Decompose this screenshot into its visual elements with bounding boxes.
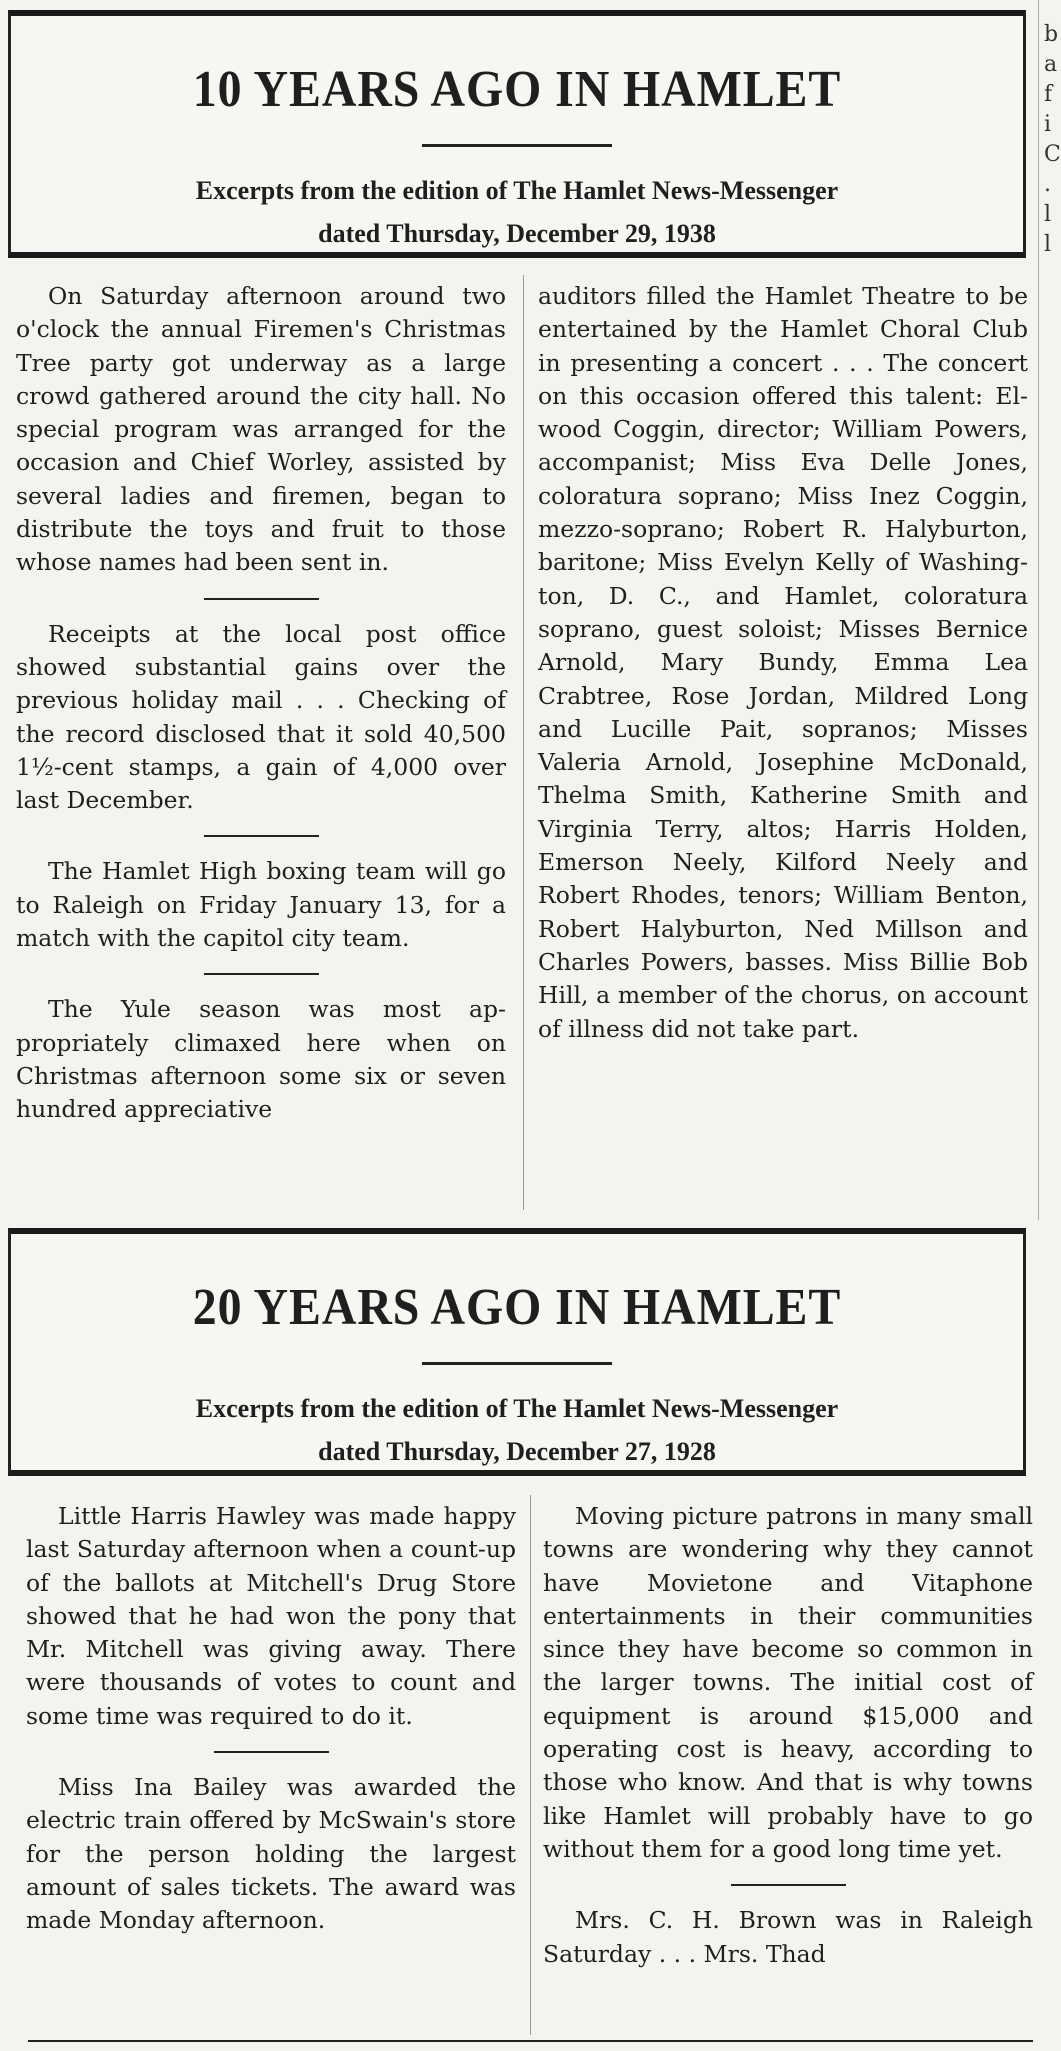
separator-rule [214,1751,329,1753]
column-divider [530,1495,531,2035]
paragraph-boxing-team: The Hamlet High boxing team will go to Raleigh on Friday January 13, for a match with the capitol city team. [16,857,506,953]
paragraph-electric-train: Miss Ina Bailey was awarded the electric train offered by McSwain's store for the person holding the largest amount of sales tickets. The award was made Monday afternoon. [26,1773,516,1935]
section-subtitle: Excerpts from the edition of The Hamlet News-Messenger [195,176,839,205]
column-10yr-right [538,280,1028,1046]
paragraph-choral-concert: auditors filled the Hamlet Theatre to be entertained by the Hamlet Choral Club in presenting a concert . . . The concert on this occasion offered this talent: Elwood Coggin, director; William Powers, accompanist; Miss Eva Delle Jones, coloratura soprano; Miss Inez Coggin, mezzo-soprano; Robert R. Halyburton, baritone; Miss Evelyn Kelly of Washington, D. C., and Hamlet, coloratura soprano, guest soloist; Misses Bernice Arnold, Mary Bundy, Emma Lea Crabtree, Rose Jordan, Mildred Long and Lucille Pait, sopranos; Misses Valeria Arnold, Josephine McDonald, Thelma Smith, Katherine Smith and Virginia Terry, altos; Harris Holden, Emerson Neely, Kilford Neely and Robert Rhodes, tenors; William Benton, Robert Halyburton, Ned Millson and Charles Powers, basses. Miss Billie Bob Hill, a member of the chorus, on account of illness did not take part. [538,282,1028,1043]
adjacent-column-fragment: b a f i C . l l [1044,22,1061,257]
paragraph-social-notes: Mrs. C. H. Brown was in Raleigh Saturday . . . Mrs. Thad [543,1906,1033,1968]
paragraph-firemen-party: On Saturday afternoon around two o'clock the annual Firemen's Christmas Tree party got underway as a large crowd gathered around the city hall. No special program was arranged for the occasion and Chief Worley, assisted by several ladies and firemen, began to distribute the toys and fruit to those whose names had been sent in. [16,282,506,577]
section-date: dated Thursday, December 27, 1928 [318,1436,716,1466]
separator-rule [204,598,319,600]
separator-rule [204,973,319,975]
column-divider [523,275,524,1210]
separator-rule [204,835,319,837]
section-title: 20 YEARS AGO IN HAMLET [192,1279,842,1336]
separator-rule [731,1884,846,1886]
section-subtitle: Excerpts from the edition of The Hamlet News-Messenger [195,1394,839,1423]
section-date: dated Thursday, December 29, 1938 [318,218,716,248]
column-10yr-left [16,280,506,1127]
paragraph-yule-season: The Yule season was most appropriately climaxed here when on Christmas afternoon some six or seven hundred appreciative [16,995,506,1124]
title-rule [422,1362,612,1365]
bottom-rule [28,2040,1033,2042]
title-rule [422,144,612,147]
page-edge-divider [1038,0,1039,1220]
paragraph-moving-pictures: Moving picture patrons in many small towns are wondering why they cannot have Movietone and Vitaphone entertainments in their communities since they have become so common in the larger towns. The initial cost of equipment is around $15,000 and operating cost is heavy, according to those who know. And that is why towns like Hamlet will probably have to go without them for a good long time yet. [543,1502,1033,1863]
column-20yr-right [543,1500,1033,1971]
section-header-20-years [8,1228,1026,1476]
section-title: 10 YEARS AGO IN HAMLET [192,61,842,118]
column-20yr-left [26,1500,516,1938]
paragraph-pony-winner: Little Harris Hawley was made happy last Saturday afternoon when a count-up of the ballots at Mitchell's Drug Store showed that he had won the pony that Mr. Mitchell was giving away. There were thousands of votes to count and some time was required to do it. [26,1502,516,1730]
section-header-10-years [8,10,1026,258]
paragraph-post-office: Receipts at the local post office showed substantial gains over the previous holiday mail . . . Checking of the record disclosed that it sold 40,500 1½-cent stamps, a gain of 4,000 over last December. [16,619,506,815]
